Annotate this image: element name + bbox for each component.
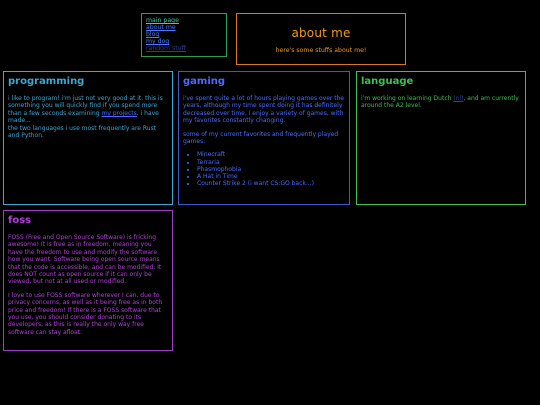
gaming-paragraph-1: i've spent quite a lot of hours playing games over the years, although my time spent doing it has definitely decreased over time. i enjoy a variety of games, with my favorites constantly changing. — [183, 95, 345, 125]
page-title: about me — [291, 26, 351, 40]
foss-paragraph-2: I love to use FOSS software wherever I can, due to privacy concerns, as well as it being free as in both price and freedom! If there is a FOSS software that you use, you should consider donating to its developers, as this is really the only way free software can stay afloat. — [8, 291, 163, 336]
programming-text: i like to program! i'm just not very good at it. this is something you will quickly find if you spend more than a few seconds examining — [8, 95, 163, 117]
nav-link-about-me[interactable]: about me — [146, 24, 176, 31]
gaming-title: gaming — [183, 76, 226, 87]
nl-link[interactable]: (nl) — [453, 95, 464, 102]
my-projects-link[interactable]: my projects — [101, 109, 137, 117]
nav-link-random-stuff[interactable]: random stuff — [146, 45, 186, 52]
page-subtitle: here's some stuffs about me! — [275, 47, 367, 54]
list-item: • Minecraft — [197, 151, 345, 158]
nav-box — [141, 13, 227, 57]
list-item: • A Hat in Time — [197, 173, 345, 180]
nav-link-my-dog[interactable]: my dog — [146, 38, 170, 45]
language-text-end: , and am currently around the A2 level. — [361, 95, 519, 110]
gaming-paragraph-2: some of my current favorites and frequently played games: — [183, 130, 339, 146]
games-list — [183, 151, 345, 187]
programming-section — [3, 71, 173, 205]
language-text: i'm working on learning Dutch — [361, 95, 454, 102]
programming-title: programming — [8, 76, 85, 87]
list-item: • Terraria — [197, 159, 345, 166]
language-paragraph — [361, 95, 521, 110]
programming-text-end: . i have made... — [8, 109, 159, 125]
language-title: language — [361, 76, 414, 87]
gaming-section — [178, 71, 350, 205]
foss-section — [3, 210, 173, 351]
programming-paragraph-1 — [8, 95, 168, 139]
nav-link-blog[interactable]: blog — [146, 31, 160, 38]
list-item: • Phasmophobia — [197, 166, 345, 173]
foss-paragraph-1: FOSS (Free and Open Source Software) is fricking awesome! It is free as in freedom, meaning you have the freedom to use and modify the software how you want. Software being open source means that the code is accessible, and can be modified. It does NOT count as open source if it can only be viewed, but not at all used or modified. — [8, 234, 162, 286]
foss-title: foss — [8, 215, 32, 226]
language-section — [356, 71, 526, 205]
programming-paragraph-2: the two languages i use most frequently are Rust and Python. — [8, 124, 157, 140]
list-item: • Counter Strike 2 (i want CS:GO back...) — [197, 180, 345, 187]
about-header — [236, 13, 406, 65]
nav-link-main-page[interactable]: main page — [146, 17, 179, 24]
